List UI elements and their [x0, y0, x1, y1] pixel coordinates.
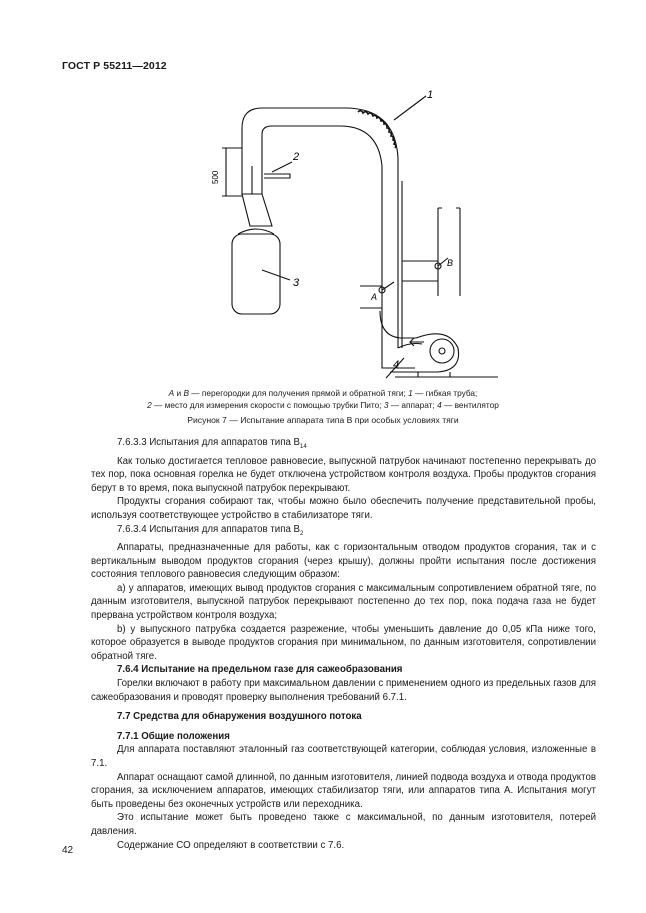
figure-legend-line-1: А и В — перегородки для получения прямой и обратной тяги; 1 — гибкая труба;: [168, 388, 478, 398]
paragraph-1: Как только достигается тепловое равновесие, выпускной патрубок начинают постепенно перекрывать до тех пор, пока основная горелка не будет отключена устройством контроля воздуха. Пробы продуктов сгорания берут в то время, пока выпускной патрубок перекрывают.: [91, 455, 596, 494]
damper-a-blade: [382, 282, 394, 290]
paragraph-10: Содержание СО определяют в соответствии с 7.6.: [117, 839, 345, 851]
appliance-top: [238, 229, 274, 234]
section-771-title: 7.7.1 Общие положения: [117, 730, 230, 742]
dim-line: [222, 148, 242, 196]
fan-wheel: [430, 339, 454, 363]
dimension-500: 500: [211, 170, 220, 184]
flow-arrow: [410, 338, 424, 346]
leader-3: [262, 270, 290, 280]
paragraph-2: Продукты сгорания собирают так, чтобы можно было обеспечить получение представительной пробы, используя соответствующее устройство в стабилизаторе тяги.: [91, 496, 596, 521]
paragraph-4: а) у аппаратов, имеющих вывод продуктов сгорания с максимальным сопротивлением обратной тяге, по данным изготовителя, выпускной патрубок перекрывают постепенно до тех пор, пока подача газа не будет прервана устройством контроля воздуха;: [91, 582, 596, 621]
hood: [242, 194, 272, 226]
pipe-left-outer: [242, 108, 398, 348]
label-4: 4: [393, 359, 400, 371]
section-7633-title: 7.6.3.3 Испытания для аппаратов типа $В_{14}$: [117, 437, 307, 450]
document-header: ГОСТ Р 55211—2012: [62, 60, 167, 72]
paragraph-7: Для аппарата поставляют эталонный газ соответствующей категории, соблюдая условия, изложенные в 7.1.: [91, 744, 596, 769]
apparatus-diagram: [180, 86, 500, 386]
section-77-title: 7.7 Средства для обнаружения воздушного потока: [117, 711, 362, 723]
pitot-leader: [272, 162, 292, 172]
paragraph-8: Аппарат оснащают самой длинной, по данным изготовителя, линией подвода воздуха и отвода продуктов сгорания, за исключением аппаратов, имеющих стабилизатор тяги, или аппаратов типа А. Испытания могут быть проведены без оконечных устройств или переходника.: [91, 771, 596, 810]
paragraph-6: Горелки включают в работу при максимальном давлении с применением одного из предельных газов для сажеобразования и проводят проверку выполнения требований 6.7.1.: [91, 677, 596, 703]
pitot-tube: [264, 174, 290, 178]
paragraph-3: Аппараты, предназначенные для работы, как с горизонтальным отводом продуктов сгорания, так и с вертикальным выводом продуктов сгорания (через крышу), должны пройти испытания после достижения состояния теплового равновесия следующим образом:: [91, 542, 596, 581]
label-a: А: [371, 292, 378, 302]
section-764-title: 7.6.4 Испытание на предельном газе для сажеобразования: [117, 664, 403, 676]
figure-title: Рисунок 7 — Испытание аппарата типа В при особых условиях тяги: [187, 415, 459, 425]
fan-hub: [439, 348, 445, 354]
label-b: В: [447, 258, 454, 268]
body-text: [91, 436, 596, 852]
leader-1: [394, 96, 426, 120]
fan-housing: [390, 334, 459, 372]
label-2: 2: [293, 151, 300, 163]
section-7634-title: 7.6.3.4 Испытания для аппаратов типа $В_2$: [117, 523, 304, 537]
fan-legs: [418, 372, 450, 377]
page-number: 42: [62, 845, 74, 856]
label-3: 3: [293, 277, 300, 289]
figure-7-diagram: [180, 86, 500, 386]
paragraph-5: b) у выпускного патрубка создается разрежение, чтобы уменьшить давление до 0,05 кПа ниже того, которое образуется в выводе продуктов сгорания при минимальном, по данным изготовителя, сопротивлении обратной тяге.: [91, 623, 596, 662]
label-1: 1: [427, 89, 434, 101]
paragraph-9: Это испытание может быть проведено также с максимальной, по данным изготовителя, потерей давления.: [91, 812, 596, 837]
figure-legend-line-2: 2 — место для измерения скорости с помощью трубки Пито; 3 — аппарат; 4 — вентилятор: [147, 400, 499, 410]
